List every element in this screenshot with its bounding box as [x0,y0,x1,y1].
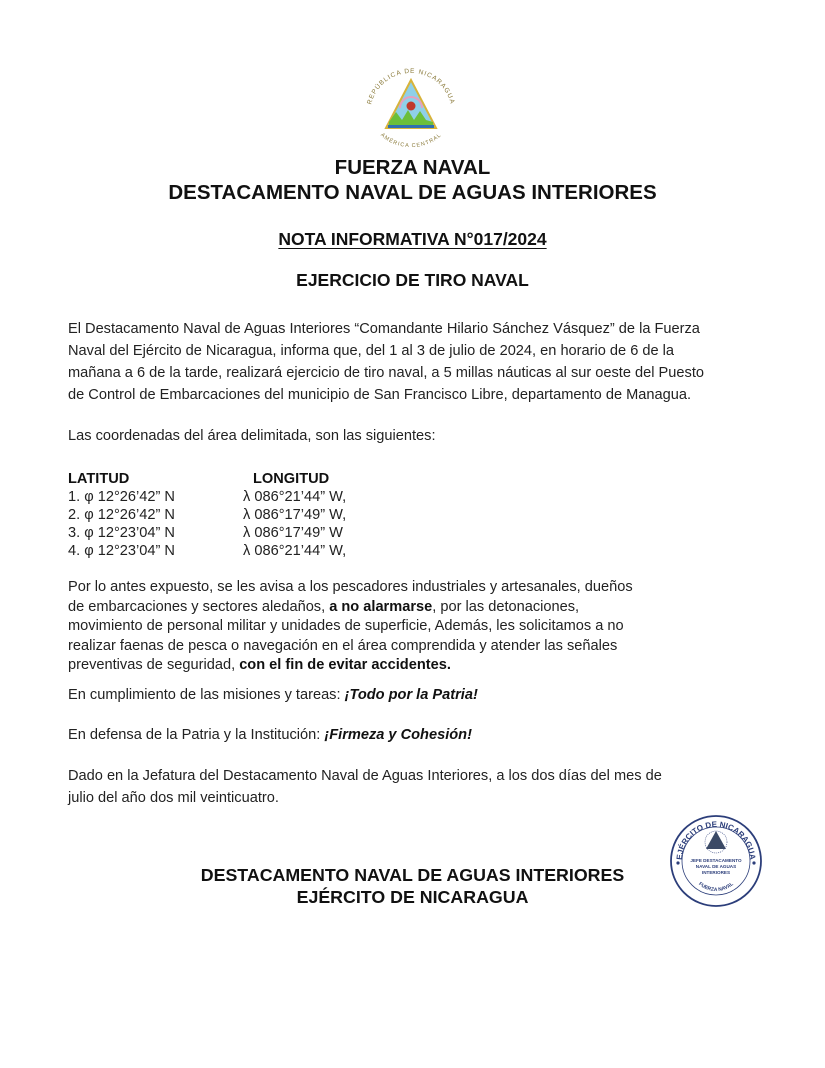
latitude-value: 4. φ 12°23’04” N [68,543,175,559]
signature-block [0,864,825,908]
stamp-bottom-text: FUERZA NAVAL [697,881,735,894]
latitude-value: 2. φ 12°26’42” N [68,507,175,523]
paragraph-announcement [68,318,768,406]
closing-paragraph [68,765,768,809]
signature-unit: DESTACAMENTO NAVAL DE AGUAS INTERIORES [200,865,625,885]
paragraph-line [68,598,768,618]
motto-slogan: ¡Firmeza y Cohesión! [324,727,472,743]
motto-slogan: ¡Todo por la Patria! [344,687,478,703]
coordinate-row [68,542,346,560]
coordinate-row [68,488,346,506]
signature-institution: EJÉRCITO DE NICARAGUA [296,887,529,907]
longitude-value: λ 086°21’44” W, [243,543,347,559]
header-line-1: FUERZA NAVAL [334,156,491,179]
emphasis-no-alarm: a no alarmarse [329,598,433,615]
longitude-value: λ 086°21’44” W, [243,489,347,505]
emphasis-avoid-accidents: con el fin de evitar accidentes. [239,657,451,673]
emblem-top-text: REPÚBLICA DE NICARAGUA [366,67,456,106]
motto-prefix: En defensa de la Patria y la Institución: [68,727,325,743]
paragraph-line: movimiento de personal militar y unidades de superficie, Además, les solicitamos a no [68,618,624,634]
coordinates-header-row [68,470,346,488]
paragraph-line: mañana a 6 de la tarde, realizará ejercicio de tiro naval, a 5 millas náuticas al sur oeste del Puesto [68,365,704,381]
paragraph-line: Por lo antes expuesto, se les avisa a los pescadores industriales y artesanales, dueños [68,579,633,595]
paragraph-warning [68,578,768,676]
paragraph-line [68,656,768,676]
latitude-value: 3. φ 12°23’04” N [68,525,175,541]
latitude-value: 1. φ 12°26’42” N [68,489,175,505]
paragraph-line: realizar faenas de pesca o navegación en el área comprendida y atender las señales [68,637,618,654]
paragraph-line: de Control de Embarcaciones del municipio de San Francisco Libre, departamento de Managua. [68,387,692,403]
text-segment: preventivas de seguridad, [68,657,240,673]
coordinates-table [68,470,346,560]
note-title [0,229,825,250]
stamp-ring-text: EJÉRCITO DE NICARAGUA [674,819,758,861]
longitude-value: λ 086°17’49” W, [243,507,347,523]
text-segment: de embarcaciones y sectores aledaños, [68,598,330,615]
emblem-bottom-text: AMÉRICA CENTRAL [379,132,443,150]
coordinate-row [68,506,346,524]
coat-of-arms-emblem [356,66,466,156]
stamp-center-line: INTERIORES [701,870,731,875]
subject-title: EJERCICIO DE TIRO NAVAL [296,270,529,290]
coordinate-row [68,524,346,542]
paragraph-line: El Destacamento Naval de Aguas Interiores “Comandante Hilario Sánchez Vásquez” de la Fuerza [68,321,700,337]
note-number: NOTA INFORMATIVA N°017/2024 [278,229,547,249]
longitude-header: LONGITUD [253,471,330,487]
paragraph-line: julio del año dos mil veinticuatro. [68,790,279,806]
stamp-center-line: JEFE DESTACAMENTO [690,858,742,863]
coords-intro: Las coordenadas del área delimitada, son las siguientes: [68,428,436,444]
stamp-center-line: NAVAL DE AGUAS [695,864,737,869]
motto-line-1 [68,684,478,706]
header-title [0,155,825,205]
paragraph-line: Dado en la Jefatura del Destacamento Naval de Aguas Interiores, a los dos días del mes de [68,768,662,784]
latitude-header: LATITUD [68,471,130,487]
paragraph-line: Naval del Ejército de Nicaragua, informa que, del 1 al 3 de julio de 2024, en horario de 6 de la [68,343,675,359]
longitude-value: λ 086°17’49” W [243,525,343,541]
text-segment: , por las detonaciones, [432,598,580,615]
motto-prefix: En cumplimiento de las misiones y tareas: [68,687,345,703]
motto-line-2 [68,724,472,746]
header-line-2: DESTACAMENTO NAVAL DE AGUAS INTERIORES [168,181,657,204]
